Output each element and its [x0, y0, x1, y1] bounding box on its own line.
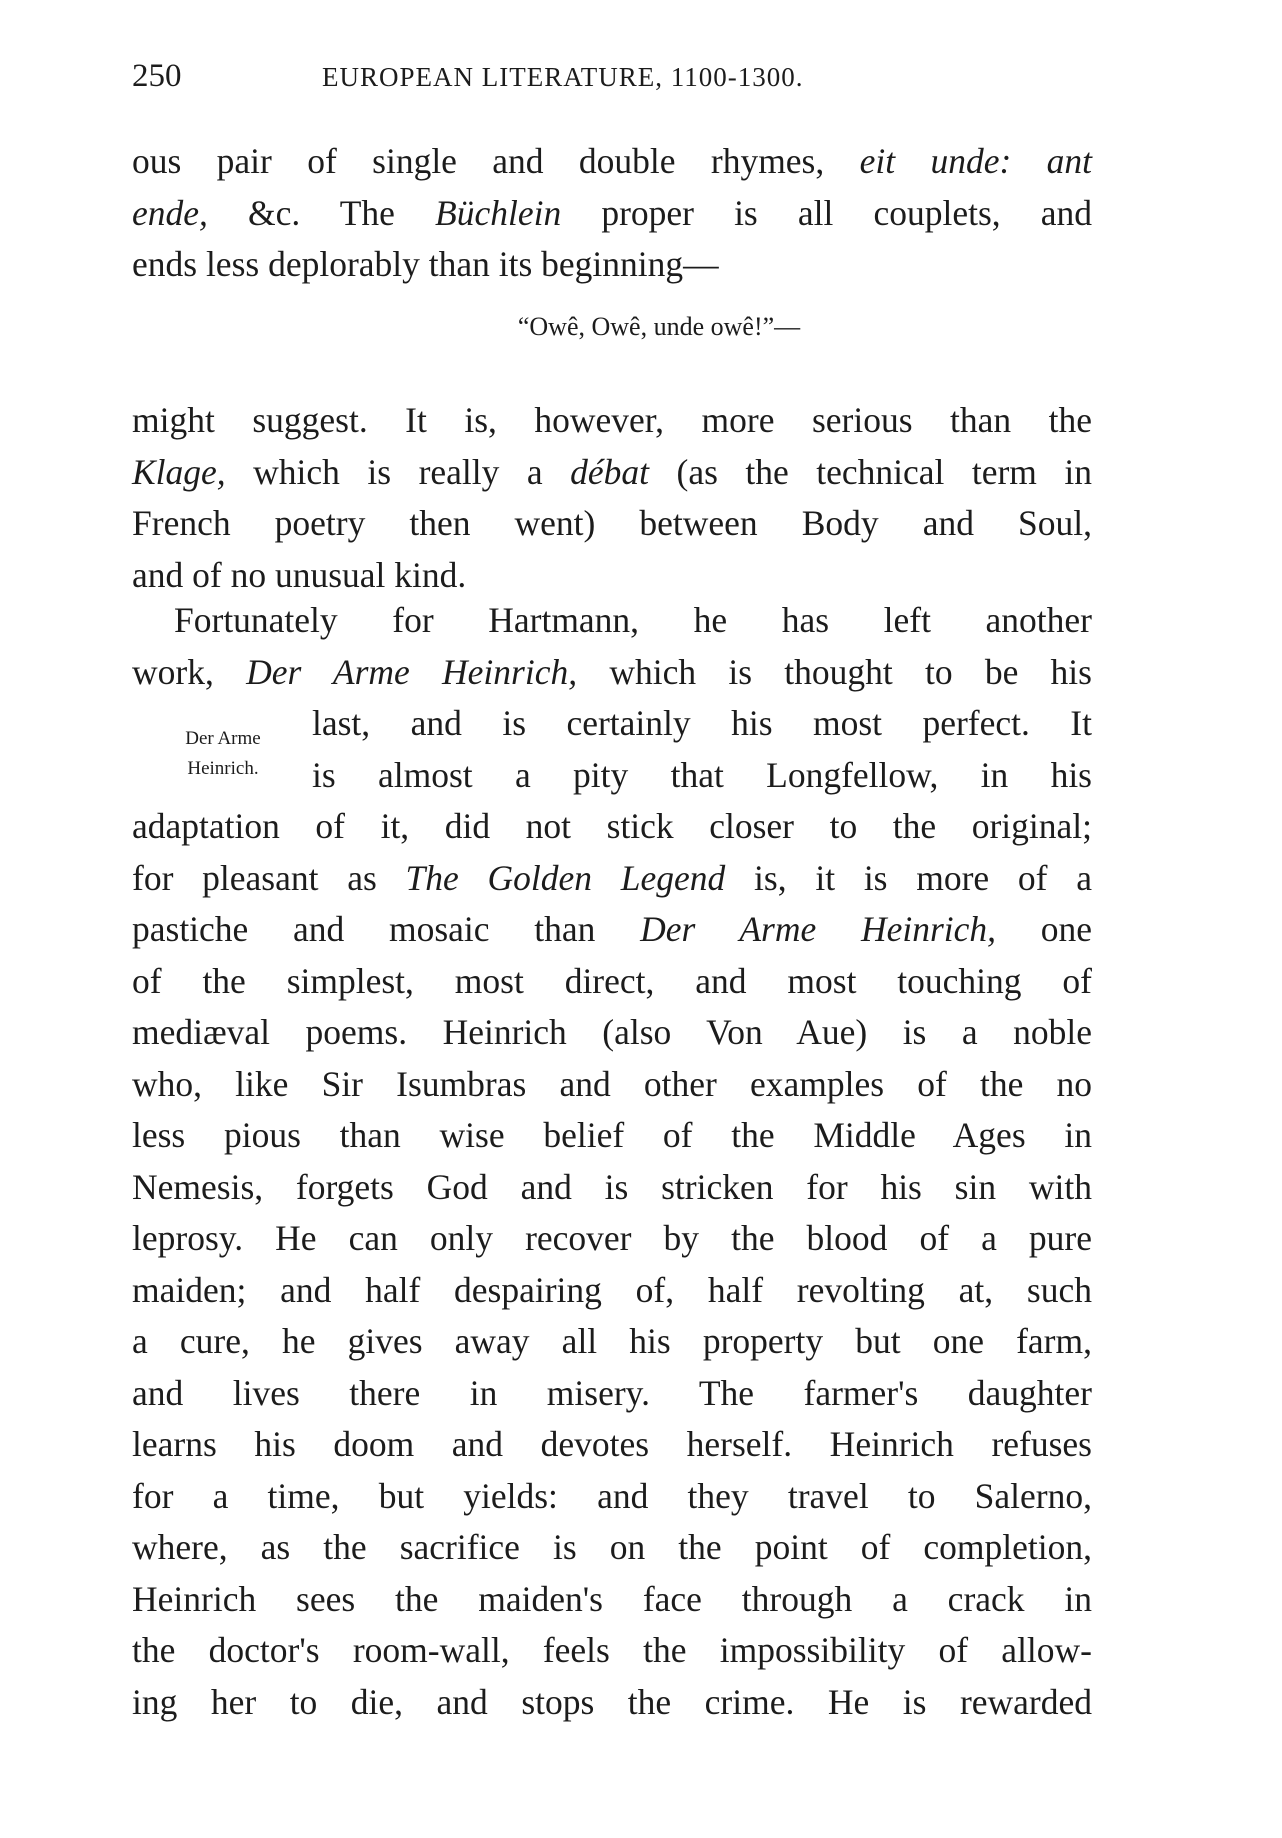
text-line: ing her to die, and stops the crime. He is rewarded	[132, 1681, 1092, 1722]
block-quote: “Owê, Owê, unde owê!”—	[517, 312, 801, 341]
text-line: less pious than wise belief of the Middle Ages in	[132, 1115, 1092, 1155]
paragraph-continuation-2	[132, 395, 1092, 601]
text-line: ends less deplorably than its beginning—	[132, 244, 719, 284]
text-line: pastiche and mosaic than Der Arme Heinrich, one	[132, 909, 1092, 949]
text-line: for a time, but yields: and they travel to Salerno,	[132, 1475, 1092, 1516]
text-line: might suggest. It is, however, more serious than the	[132, 400, 1092, 440]
text-line: work, Der Arme Heinrich, which is thought to be his	[132, 651, 1092, 692]
text-line: Klage, which is really a débat (as the technical term in	[132, 451, 1092, 492]
text-line: ous pair of single and double rhymes, eit unde: ant	[132, 141, 1092, 181]
page-header	[132, 58, 1092, 98]
text-line: who, like Sir Isumbras and other examples of the no	[132, 1063, 1092, 1104]
running-head: EUROPEAN LITERATURE, 1100-1300.	[322, 62, 804, 92]
text-line: where, as the sacrifice is on the point of completion,	[132, 1527, 1092, 1567]
paragraph-der-arme-heinrich	[132, 595, 1092, 1728]
text-line: ende, &c. The Büchlein proper is all couplets, and	[132, 192, 1092, 233]
text-line: Nemesis, forgets God and is stricken for his sin with	[132, 1166, 1092, 1207]
text-line: is almost a pity that Longfellow, in his	[312, 754, 1092, 795]
text-line: last, and is certainly his most perfect. It	[312, 703, 1092, 743]
text-line: French poetry then went) between Body and Soul,	[132, 503, 1092, 543]
text-line: and lives there in misery. The farmer's daughter	[132, 1372, 1092, 1413]
text-line: the doctor's room-wall, feels the impossibility of allow-	[132, 1630, 1092, 1670]
text-line: adaptation of it, did not stick closer to the original;	[132, 806, 1092, 846]
text-line: Heinrich sees the maiden's face through a crack in	[132, 1578, 1092, 1619]
page-number: 250	[132, 58, 182, 94]
text-line: maiden; and half despairing of, half revolting at, such	[132, 1269, 1092, 1310]
text-line: mediæval poems. Heinrich (also Von Aue) is a noble	[132, 1012, 1092, 1052]
margin-note: Heinrich.	[187, 758, 259, 779]
margin-note: Der Arme	[185, 728, 261, 749]
text-line: learns his doom and devotes herself. Heinrich refuses	[132, 1424, 1092, 1464]
text-line: a cure, he gives away all his property but one farm,	[132, 1321, 1092, 1361]
text-line: Fortunately for Hartmann, he has left another	[174, 600, 1092, 640]
text-line: and of no unusual kind.	[132, 554, 467, 595]
paragraph-continuation	[132, 136, 1092, 291]
text-line: of the simplest, most direct, and most touching of	[132, 960, 1092, 1001]
text-line: leprosy. He can only recover by the blood of a pure	[132, 1218, 1092, 1258]
text-line: for pleasant as The Golden Legend is, it is more of a	[132, 857, 1093, 898]
